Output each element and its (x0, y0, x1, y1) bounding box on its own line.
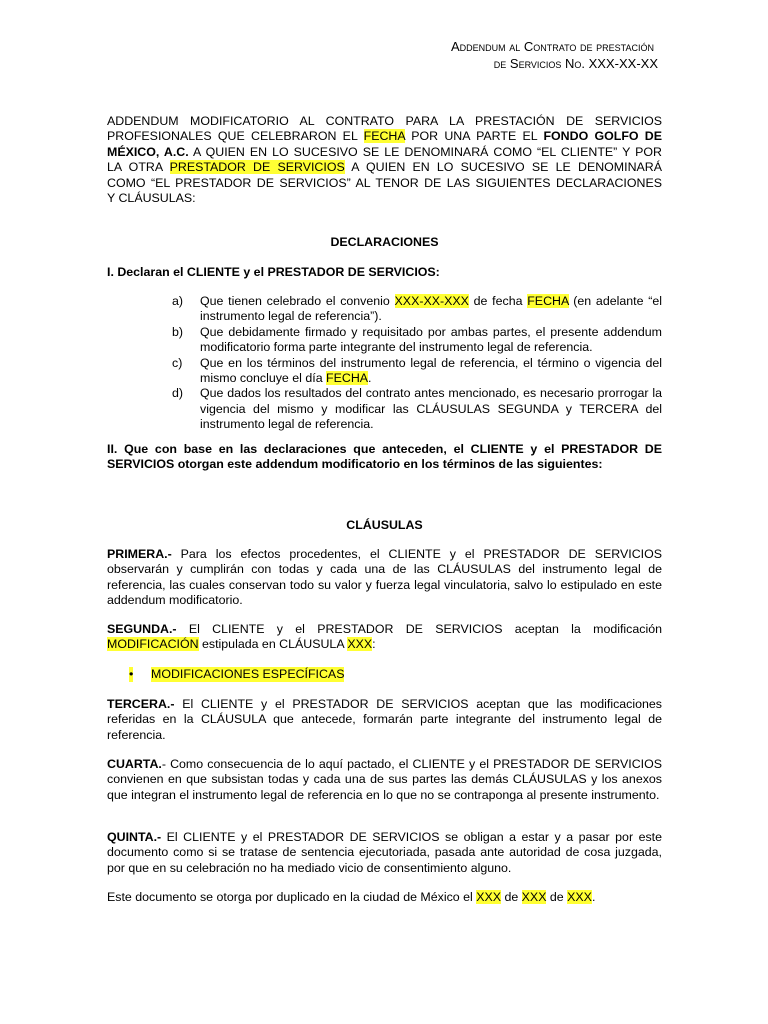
clausula-cuarta (107, 757, 662, 803)
intro-text: ADDENDUM MODIFICATORIO AL CONTRATO PARA LA PRESTACIÓN DE SERVICIOS (107, 114, 662, 128)
closing-text: Este documento se otorga por duplicado en la ciudad de México el (107, 890, 477, 904)
clause-text: El CLIENTE y el PRESTADOR DE SERVICIOS se obligan a estar y a pasar por este documento como si se tratase de sentencia ejecutoriada, pasada ante autoridad de cosa juzgada, por que en su celebración no ha mediado vicio de consentimiento alguno. (107, 830, 662, 875)
section-2-title (107, 442, 662, 473)
section-2-title-text: II. Que con base en las declaraciones que anteceden, el CLIENTE y el PRESTADOR DE SERVICIOS otorgan este addendum modificatorio en los términos de las siguientes: (107, 442, 662, 472)
intro-line (107, 114, 662, 129)
list-text: . (368, 371, 372, 386)
closing-text: . (591, 890, 596, 904)
party-name: FONDO GOLFO DE (543, 129, 662, 144)
highlight-fecha: FECHA (363, 129, 405, 144)
intro-text: A QUIEN EN LO SUCESIVO SE LE DENOMINARÁ COMO “EL CLIENTE” Y POR (188, 144, 662, 159)
highlight-modificaciones: MODIFICACIONES ESPECÍFICAS (151, 667, 345, 681)
list-text: Que en los términos del instrumento legal de referencia, el término o vigencia del mismo concluye el día (200, 355, 662, 386)
closing-statement (107, 890, 595, 905)
clause-label: TERCERA.- (107, 697, 175, 711)
declarations-list (172, 294, 662, 433)
list-marker: d) (172, 386, 184, 401)
intro-line (107, 176, 662, 191)
highlight-modificacion: MODIFICACIÓN (107, 637, 199, 652)
intro-line (107, 191, 662, 206)
clause-label: PRIMERA.- (107, 547, 172, 561)
intro-text: POR UNA PARTE EL (404, 129, 544, 144)
highlight-day: XXX (476, 890, 501, 904)
highlight-fecha: FECHA (326, 371, 369, 386)
clause-text: estipulada en CLÁUSULA (198, 637, 348, 652)
header-contract-number: de Servicios No. XXX-XX-XX (493, 56, 658, 71)
list-marker: a) (172, 294, 184, 308)
clausula-tercera (107, 697, 662, 743)
clause-text: Para los efectos procedentes, el CLIENTE y el PRESTADOR DE SERVICIOS observarán y cumplirán con todas y cada una de las CLÁUSULAS del instrumento legal de referencia, las cuales conservan todo su valor y fuerza legal vinculatoria, salvo lo estipulado en este addendum modificatorio. (107, 547, 662, 608)
clausula-quinta (107, 830, 662, 876)
closing-text: de (501, 890, 522, 904)
intro-line (107, 160, 662, 175)
clausula-primera (107, 547, 662, 609)
list-item (172, 356, 662, 387)
section-1-title-text: I. Declaran el CLIENTE y el PRESTADOR DE SERVICIOS: (107, 265, 440, 279)
intro-text: Y CLÁUSULAS: (107, 191, 196, 206)
intro-text: PROFESIONALES QUE CELEBRARON EL (107, 129, 364, 144)
section-1-title (107, 265, 662, 280)
list-item (172, 294, 662, 325)
list-marker: b) (172, 324, 184, 339)
list-text: Que dados los resultados del contrato antes mencionado, es necesario prorrogar la vigencia del mismo y modificar las CLÁUSULAS SEGUNDA y TERCERA del instrumento legal de referencia. (200, 386, 662, 432)
list-item (172, 325, 662, 356)
bullet-icon: • (129, 667, 134, 681)
highlight-prestador: PRESTADOR DE SERVICIOS (169, 160, 345, 175)
header-title: Addendum al Contrato de prestación (450, 39, 654, 54)
party-name: MÉXICO, A.C. (107, 144, 189, 159)
clause-text: - Como consecuencia de lo aquí pactado, el CLIENTE y el PRESTADOR DE SERVICIOS convienen en que subsistan todas y cada una de sus partes las demás CLÁUSULAS y los anexos que integran el instrumento legal de referencia en lo que no se contraponga al presente instrumento. (107, 757, 662, 802)
clause-label: SEGUNDA.- (107, 622, 177, 636)
clause-text: El CLIENTE y el PRESTADOR DE SERVICIOS aceptan la modificación (176, 622, 662, 636)
list-item (172, 386, 662, 432)
document-header (258, 38, 658, 72)
highlight-clausula-number: XXX (347, 637, 373, 652)
list-text: (en adelante “el instrumento legal de referencia”). (200, 294, 662, 324)
list-text: Que debidamente firmado y requisitado por ambas partes, el presente addendum modificatorio forma parte integrante del instrumento legal de referencia. (200, 324, 662, 355)
clausulas-heading: CLÁUSULAS (346, 518, 423, 532)
list-text: de fecha (468, 294, 528, 308)
clausula-segunda (107, 622, 662, 653)
clause-label: CUARTA. (107, 757, 162, 771)
clause-text: : (372, 637, 376, 652)
highlight-month: XXX (521, 890, 547, 904)
clause-text: El CLIENTE y el PRESTADOR DE SERVICIOS aceptan que las modificaciones referidas en la CLÁUSULA que antecede, formarán parte integrante del instrumento legal de referencia. (107, 697, 662, 742)
declaraciones-heading: DECLARACIONES (330, 235, 439, 249)
highlight-fecha: FECHA (527, 294, 569, 308)
intro-line (107, 145, 662, 160)
list-text: Que tienen celebrado el convenio (200, 294, 395, 308)
list-marker: c) (172, 355, 183, 370)
intro-text: A QUIEN EN LO SUCESIVO SE LE DENOMINARÁ (344, 160, 662, 175)
highlight-year: XXX (567, 890, 592, 904)
intro-paragraph (107, 114, 662, 206)
closing-text: de (546, 890, 568, 904)
clause-label: QUINTA.- (107, 830, 162, 844)
intro-text: COMO “EL PRESTADOR DE SERVICIOS” AL TENOR DE LAS SIGUIENTES DECLARACIONES (107, 175, 662, 190)
intro-line (107, 129, 662, 144)
intro-text: LA OTRA (107, 160, 170, 175)
highlight-convenio: XXX-XX-XXX (394, 294, 469, 308)
